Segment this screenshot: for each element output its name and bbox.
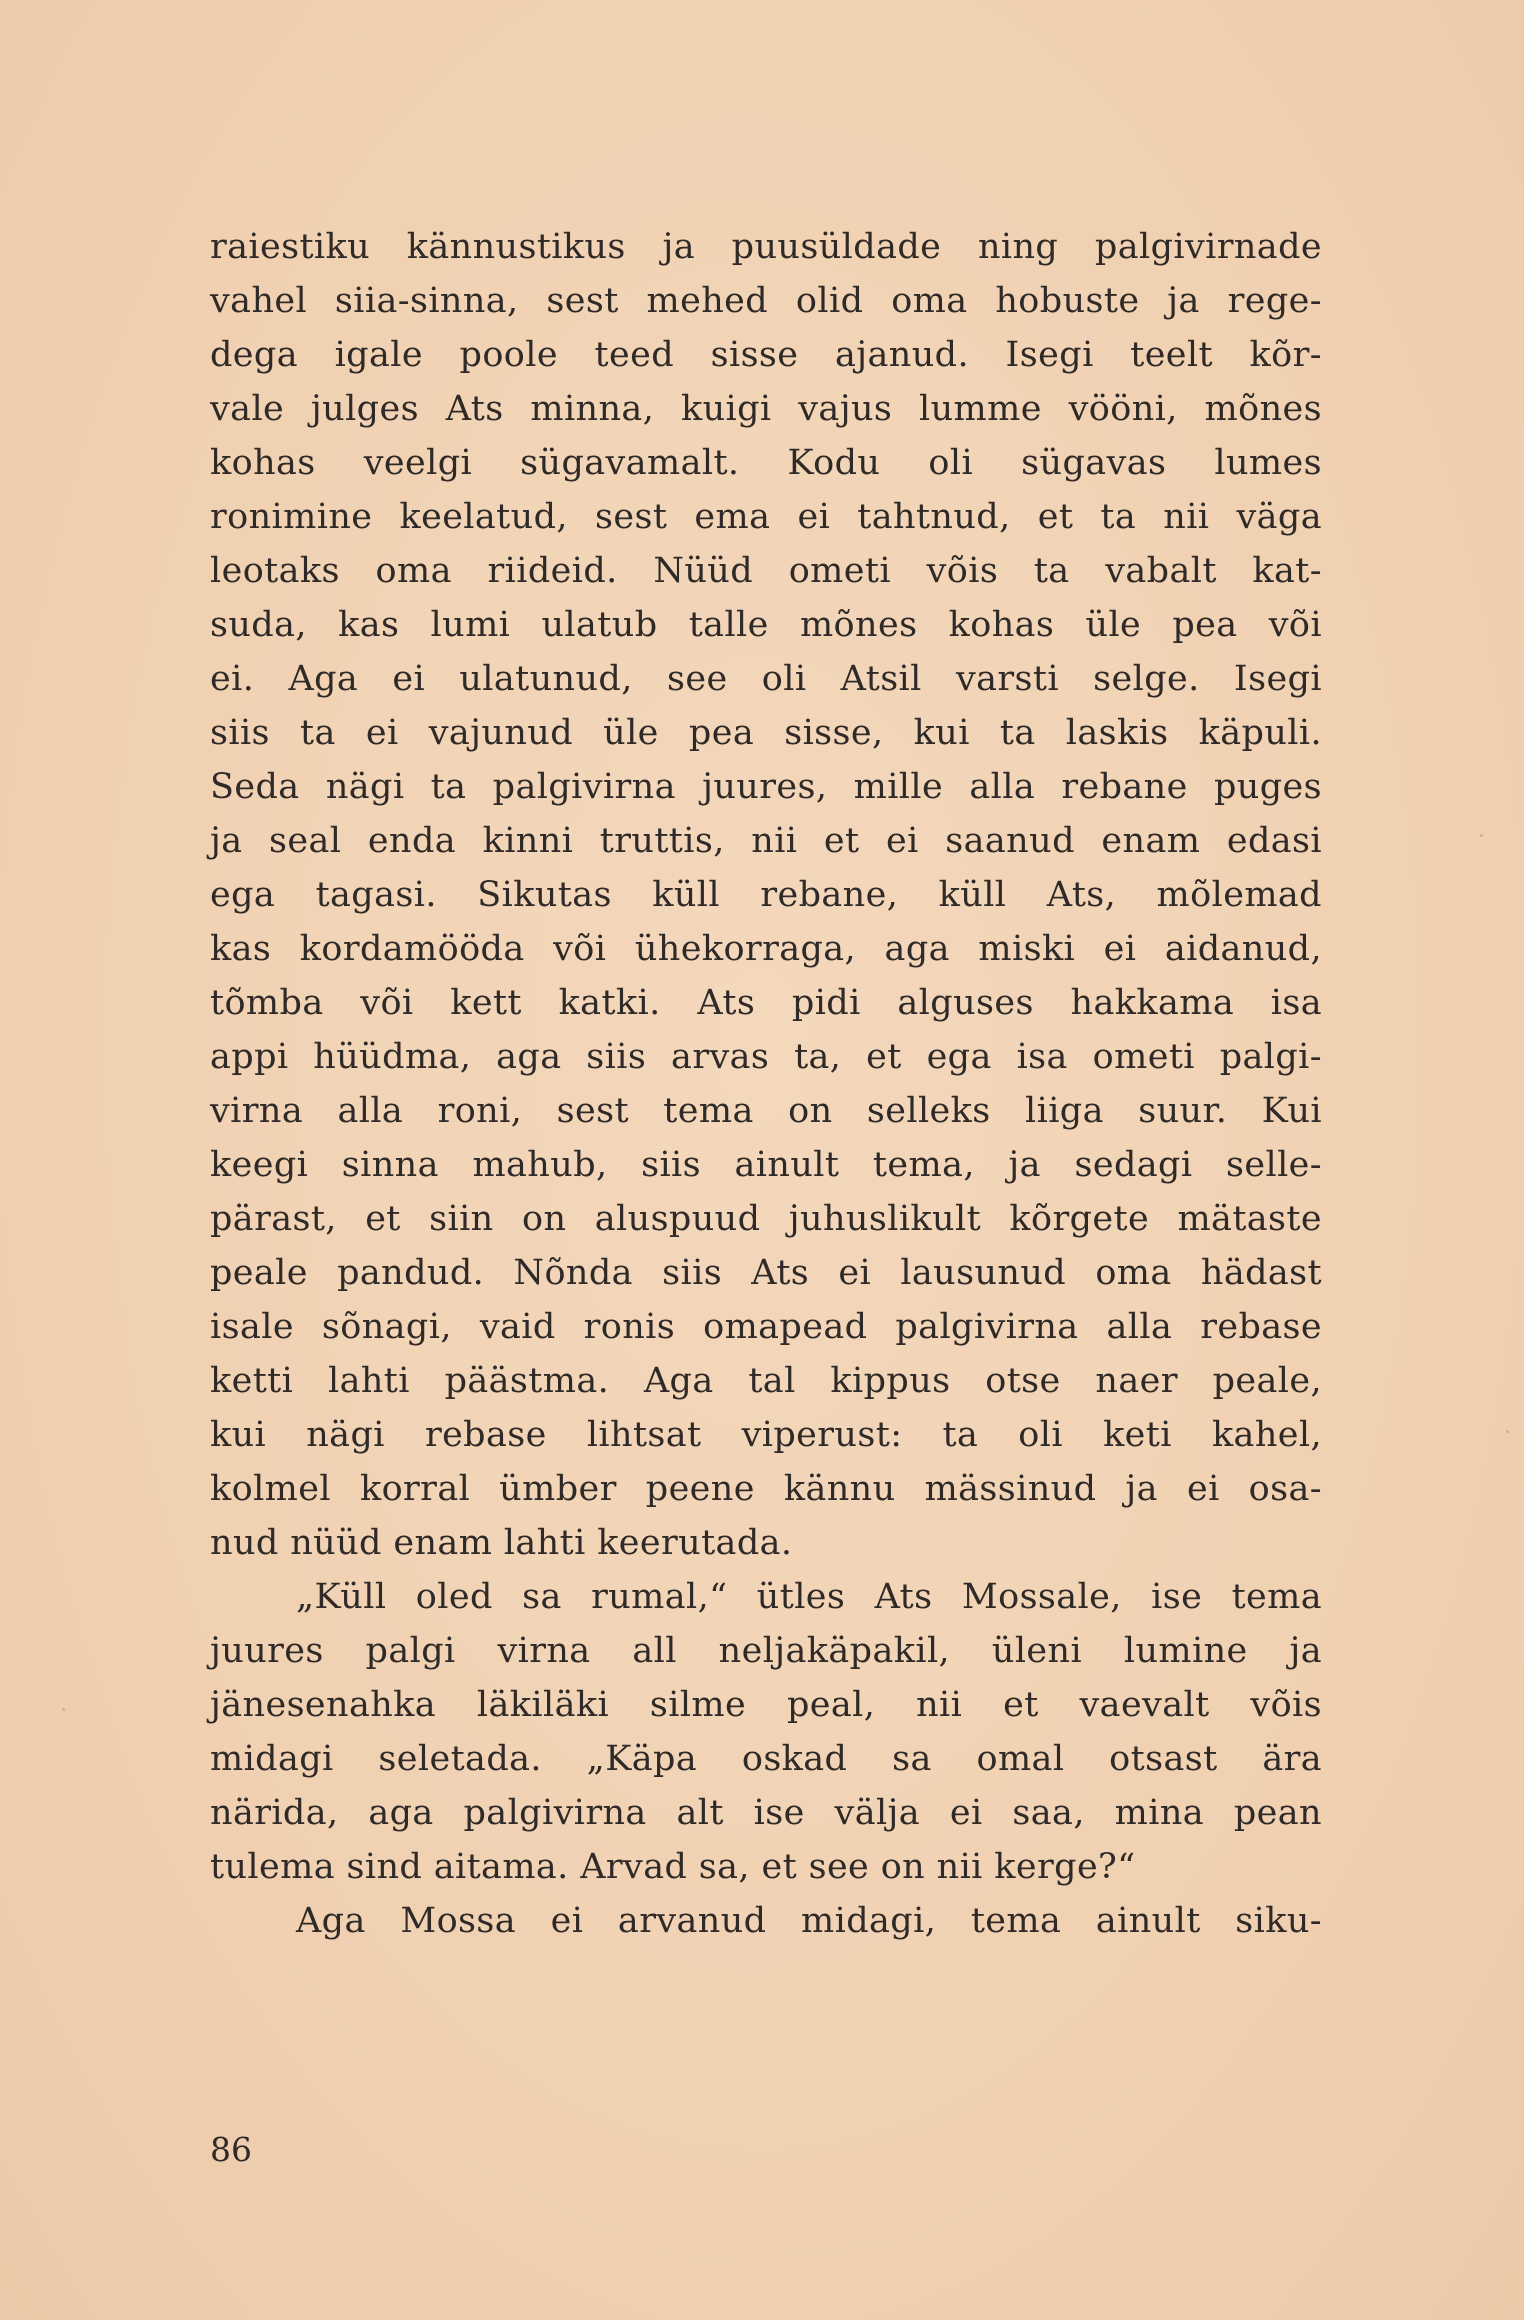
text-line: kohas veelgi sügavamalt. Kodu oli sügavas lumes [210,443,1322,483]
text-line: ja seal enda kinni truttis, nii et ei saanud enam edasi [210,821,1322,861]
text-line: siis ta ei vajunud üle pea sisse, kui ta laskis käpuli. [210,713,1322,753]
body-text [210,220,1322,1948]
paragraph-start-line: „Küll oled sa rumal,“ ütles Ats Mossale, ise tema [296,1577,1322,1617]
paper-speck [62,1708,65,1711]
paper-speck [1506,1430,1509,1433]
text-line: Seda nägi ta palgivirna juures, mille alla rebane puges [210,767,1322,807]
text-line: virna alla roni, sest tema on selleks liiga suur. Kui [210,1091,1322,1131]
text-line: närida, aga palgivirna alt ise välja ei saa, mina pean [210,1793,1322,1833]
text-line: ei. Aga ei ulatunud, see oli Atsil varsti selge. Isegi [210,659,1322,699]
text-line: pärast, et siin on aluspuud juhuslikult kõrgete mätaste [210,1199,1322,1239]
text-line: ega tagasi. Sikutas küll rebane, küll Ats, mõlemad [210,875,1322,915]
paragraph-start-line: Aga Mossa ei arvanud midagi, tema ainult siku- [296,1901,1322,1941]
text-line: keegi sinna mahub, siis ainult tema, ja sedagi selle- [210,1145,1322,1185]
text-line: raiestiku kännustikus ja puusüldade ning palgivirnade [210,227,1322,267]
paragraph-end-line: tulema sind aitama. Arvad sa, et see on nii kerge?“ [210,1847,1136,1887]
text-line: vale julges Ats minna, kuigi vajus lumme vööni, mõnes [210,389,1322,429]
text-line: dega igale poole teed sisse ajanud. Isegi teelt kõr- [210,335,1322,375]
text-line: kui nägi rebase lihtsat viperust: ta oli keti kahel, [210,1415,1322,1455]
paragraph-end-line: nud nüüd enam lahti keerutada. [210,1523,793,1563]
text-line: kas kordamööda või ühekorraga, aga miski ei aidanud, [210,929,1322,969]
text-line: ketti lahti päästma. Aga tal kippus otse naer peale, [210,1361,1322,1401]
text-line: midagi seletada. „Käpa oskad sa omal otsast ära [210,1739,1322,1779]
text-line: vahel siia-sinna, sest mehed olid oma hobuste ja rege- [210,281,1322,321]
text-line: suda, kas lumi ulatub talle mõnes kohas üle pea või [210,605,1322,645]
paper-speck [1480,834,1483,837]
text-line: tõmba või kett katki. Ats pidi alguses hakkama isa [210,983,1322,1023]
text-line: peale pandud. Nõnda siis Ats ei lausunud oma hädast [210,1253,1322,1293]
text-line: kolmel korral ümber peene kännu mässinud ja ei osa- [210,1469,1322,1509]
text-line: isale sõnagi, vaid ronis omapead palgivirna alla rebase [210,1307,1322,1347]
page-number: 86 [210,2130,252,2169]
text-line: juures palgi virna all neljakäpakil, üleni lumine ja [210,1631,1322,1671]
text-line: jänesenahka läkiläki silme peal, nii et vaevalt võis [210,1685,1322,1725]
text-line: ronimine keelatud, sest ema ei tahtnud, et ta nii väga [210,497,1322,537]
text-line: leotaks oma riideid. Nüüd ometi võis ta vabalt kat- [210,551,1322,591]
text-line: appi hüüdma, aga siis arvas ta, et ega isa ometi palgi- [210,1037,1322,1077]
